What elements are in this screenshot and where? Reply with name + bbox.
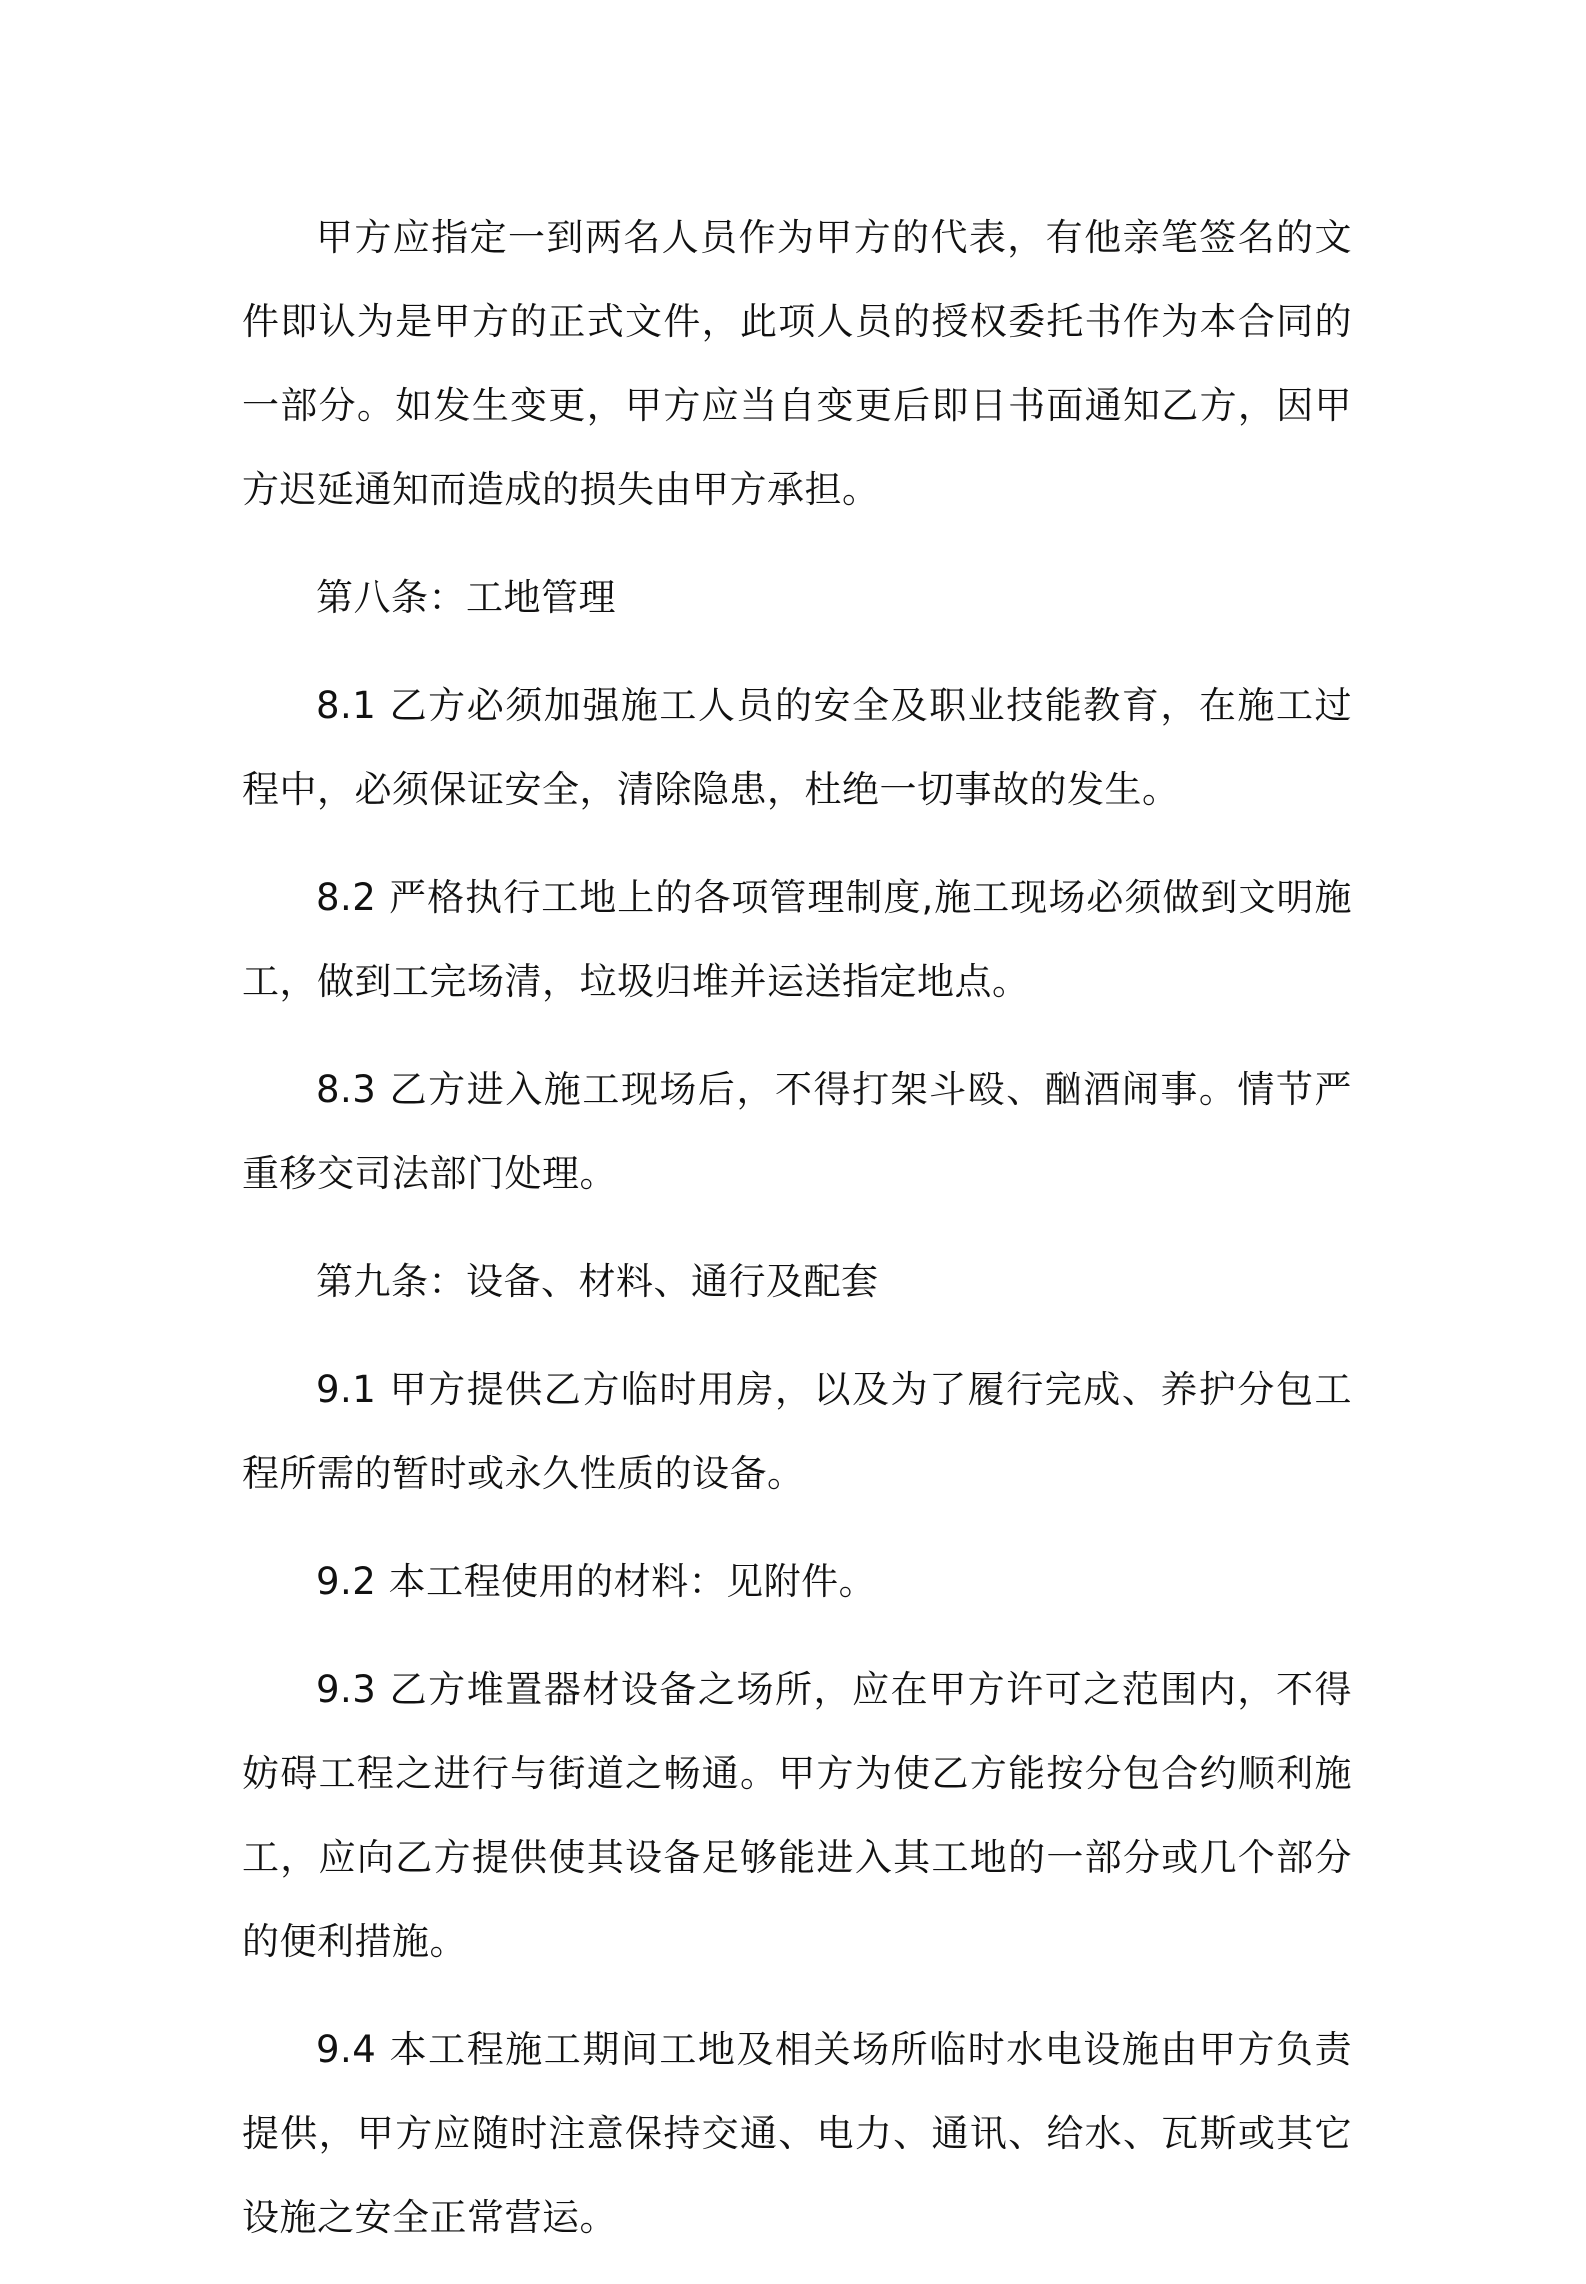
clause-9-4: 9.4 本工程施工期间工地及相关场所临时水电设施由甲方负责提供，甲方应随时注意保持交通、电力、通讯、给水、瓦斯或其它设施之安全正常营运。 [242, 2028, 1352, 2239]
article-9-heading: 第九条：设备、材料、通行及配套 [316, 1260, 879, 1303]
clause-8-3: 8.3 乙方进入施工现场后，不得打架斗殴、酗酒闹事。情节严重移交司法部门处理。 [242, 1068, 1352, 1195]
clause-8-2: 8.2 严格执行工地上的各项管理制度,施工现场必须做到文明施工，做到工完场清，垃圾归堆并运送指定地点。 [242, 876, 1352, 1003]
article-8-heading: 第八条：工地管理 [316, 576, 616, 619]
document-page [242, 196, 1352, 2284]
clause-9-3: 9.3 乙方堆置器材设备之场所，应在甲方许可之范围内，不得妨碍工程之进行与街道之畅通。甲方为使乙方能按分包合约顺利施工，应向乙方提供使其设备足够能进入其工地的一部分或几个部分的便利措施。 [242, 1668, 1352, 1963]
clause-9-2: 9.2 本工程使用的材料：见附件。 [316, 1560, 877, 1603]
clause-8-1: 8.1 乙方必须加强施工人员的安全及职业技能教育，在施工过程中，必须保证安全，清除隐患，杜绝一切事故的发生。 [242, 684, 1352, 811]
clause-9-1: 9.1 甲方提供乙方临时用房，以及为了履行完成、养护分包工程所需的暂时或永久性质的设备。 [242, 1368, 1352, 1495]
paragraph-representative: 甲方应指定一到两名人员作为甲方的代表，有他亲笔签名的文件即认为是甲方的正式文件，此项人员的授权委托书作为本合同的一部分。如发生变更，甲方应当自变更后即日书面通知乙方，因甲方迟延通知而造成的损失由甲方承担。 [242, 216, 1352, 511]
